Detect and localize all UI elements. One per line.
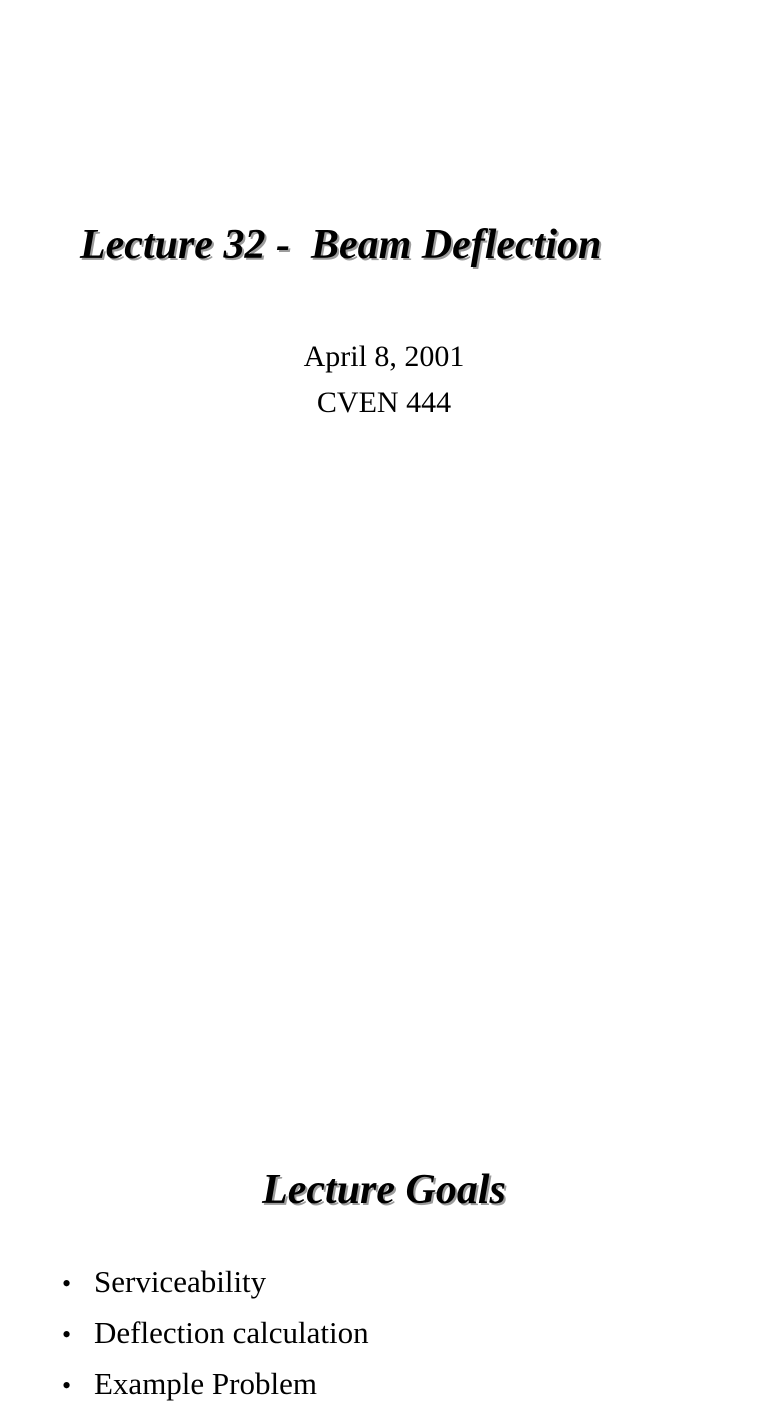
goals-list bbox=[62, 1257, 369, 1410]
goal-label: Serviceability bbox=[94, 1264, 267, 1299]
goal-item-deflection-calculation bbox=[62, 1308, 369, 1359]
bullet-icon: • bbox=[62, 1320, 72, 1349]
goal-label: Example Problem bbox=[94, 1366, 317, 1401]
goal-label: Deflection calculation bbox=[94, 1315, 369, 1350]
goals-slide bbox=[0, 512, 768, 1401]
goals-title: Lecture Goals bbox=[262, 1167, 506, 1213]
bullet-icon: • bbox=[62, 1269, 72, 1298]
goal-item-serviceability bbox=[62, 1257, 369, 1308]
bullet-icon: • bbox=[62, 1371, 72, 1400]
lecture-date: April 8, 2001 bbox=[303, 340, 465, 373]
title-slide bbox=[0, 0, 768, 512]
goal-item-example-problem bbox=[62, 1359, 369, 1410]
lecture-subtitle bbox=[0, 334, 768, 426]
lecture-title: Lecture 32 - Beam Deflection bbox=[80, 222, 602, 268]
course-code: CVEN 444 bbox=[316, 386, 452, 419]
